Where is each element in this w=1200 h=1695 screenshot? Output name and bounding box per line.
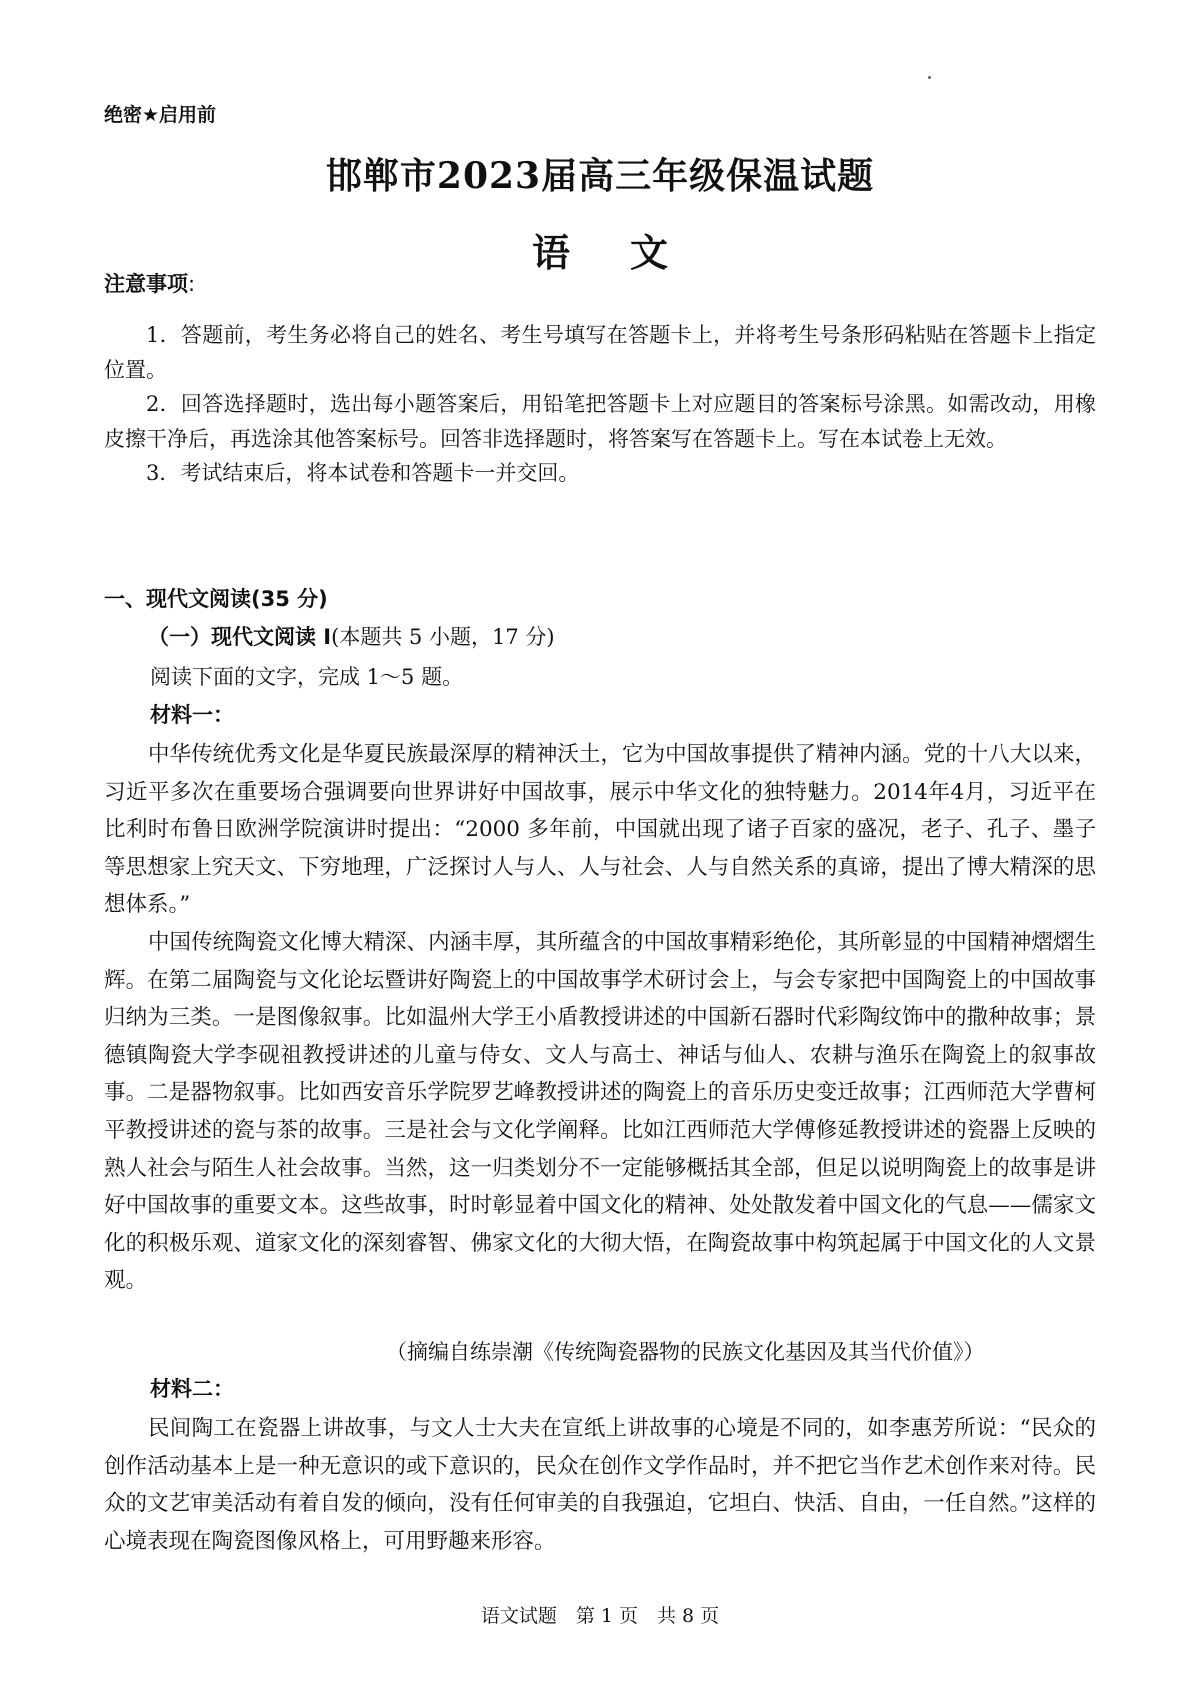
material-1-paragraph: 中华传统优秀文化是华夏民族最深厚的精神沃土，它为中国故事提供了精神内涵。党的十八大以来，习近平多次在重要场合强调要向世界讲好中国故事，展示中华文化的独特魅力。2014年4月，习近平在比利时布鲁日欧洲学院演讲时提出：“2000 多年前，中国就出现了诸子百家的盛况，老子、孔子、墨子等思想家上究天文、下穷地理，广泛探讨人与人、人与社会、人与自然关系的真谛，提出了博大精深的思想体系。” xyxy=(104,742,1096,918)
subsection-heading xyxy=(148,621,555,651)
notice-list xyxy=(104,318,1096,491)
notice-item: 2．回答选择题时，选出每小题答案后，用铅笔把答题卡上对应题目的答案标号涂黑。如需改动，用橡皮擦干净后，再选涂其他答案标号。回答非选择题时，将答案写在答题卡上。写在本试卷上无效。 xyxy=(104,392,1096,451)
material-1-paragraph: 中国传统陶瓷文化博大精深、内涵丰厚，其所蕴含的中国故事精彩绝伦，其所彰显的中国精神熠熠生辉。在第二届陶瓷与文化论坛暨讲好陶瓷上的中国故事学术研讨会上，与会专家把中国陶瓷上的中国故事归纳为三类。一是图像叙事。比如温州大学王小盾教授讲述的中国新石器时代彩陶纹饰中的撒种故事；景德镇陶瓷大学李砚祖教授讲述的儿童与侍女、文人与高士、神话与仙人、农耕与渔乐在陶瓷上的叙事故事。二是器物叙事。比如西安音乐学院罗艺峰教授讲述的陶瓷上的音乐历史变迁故事；江西师范大学曹柯平教授讲述的瓷与茶的故事。三是社会与文化学阐释。比如江西师范大学傅修延教授讲述的瓷器上反映的熟人社会与陌生人社会故事。当然，这一归类划分不一定能够概括其全部，但足以说明陶瓷上的故事是讲好中国故事的重要文本。这些故事，时时彰显着中国文化的精神、处处散发着中国文化的气息——儒家文化的积极乐观、道家文化的深刻睿智、佛家文化的大彻大悟，在陶瓷故事中构筑起属于中国文化的人文景观。 xyxy=(104,929,1096,1294)
notice-item: 1．答题前，考生务必将自己的姓名、考生号填写在答题卡上，并将考生号条形码粘贴在答题卡上指定位置。 xyxy=(104,323,1096,382)
notice-heading-colon: : xyxy=(188,272,196,296)
section-heading: 一、现代文阅读(35 分) xyxy=(104,587,328,611)
material-1-source: （摘编自练崇潮《传统陶瓷器物的民族文化基因及其当代价值》） xyxy=(386,1340,985,1364)
scan-mark-dot xyxy=(928,76,931,79)
confidential-label: 绝密★启用前 xyxy=(104,104,217,126)
notice-item: 3．考试结束后，将本试卷和答题卡一并交回。 xyxy=(146,461,580,485)
subsection-heading-title: （一）现代文阅读 Ⅰ xyxy=(148,625,332,649)
subsection-heading-score: (本题共 5 小题，17 分) xyxy=(331,625,555,649)
material-2-paragraph: 民间陶工在瓷器上讲故事，与文人士大夫在宣纸上讲故事的心境是不同的，如李惠芳所说：“民众的创作活动基本上是一种无意识的或下意识的，民众在创作文学作品时，并不把它当作艺术创作来对待。民众的文艺审美活动有着自发的倾向，没有任何审美的自我强迫，它坦白、快活、自由，一任自然。”这样的心境表现在陶瓷图像风格上，可用野趣来形容。 xyxy=(104,1416,1096,1554)
material-2-body xyxy=(104,1410,1096,1560)
reading-instruction: 阅读下面的文字，完成 1～5 题。 xyxy=(150,665,464,689)
exam-title: 邯郸市2023届高三年级保温试题 xyxy=(325,155,875,197)
material-1-body xyxy=(104,736,1096,1300)
material-1-heading: 材料一： xyxy=(150,703,234,727)
material-2-heading: 材料二： xyxy=(150,1377,234,1401)
page-footer: 语文试题 第 1 页 共 8 页 xyxy=(480,1605,720,1627)
notice-heading-text: 注意事项 xyxy=(104,272,188,296)
subject-title: 语文 xyxy=(531,230,728,275)
notice-heading xyxy=(104,268,195,298)
